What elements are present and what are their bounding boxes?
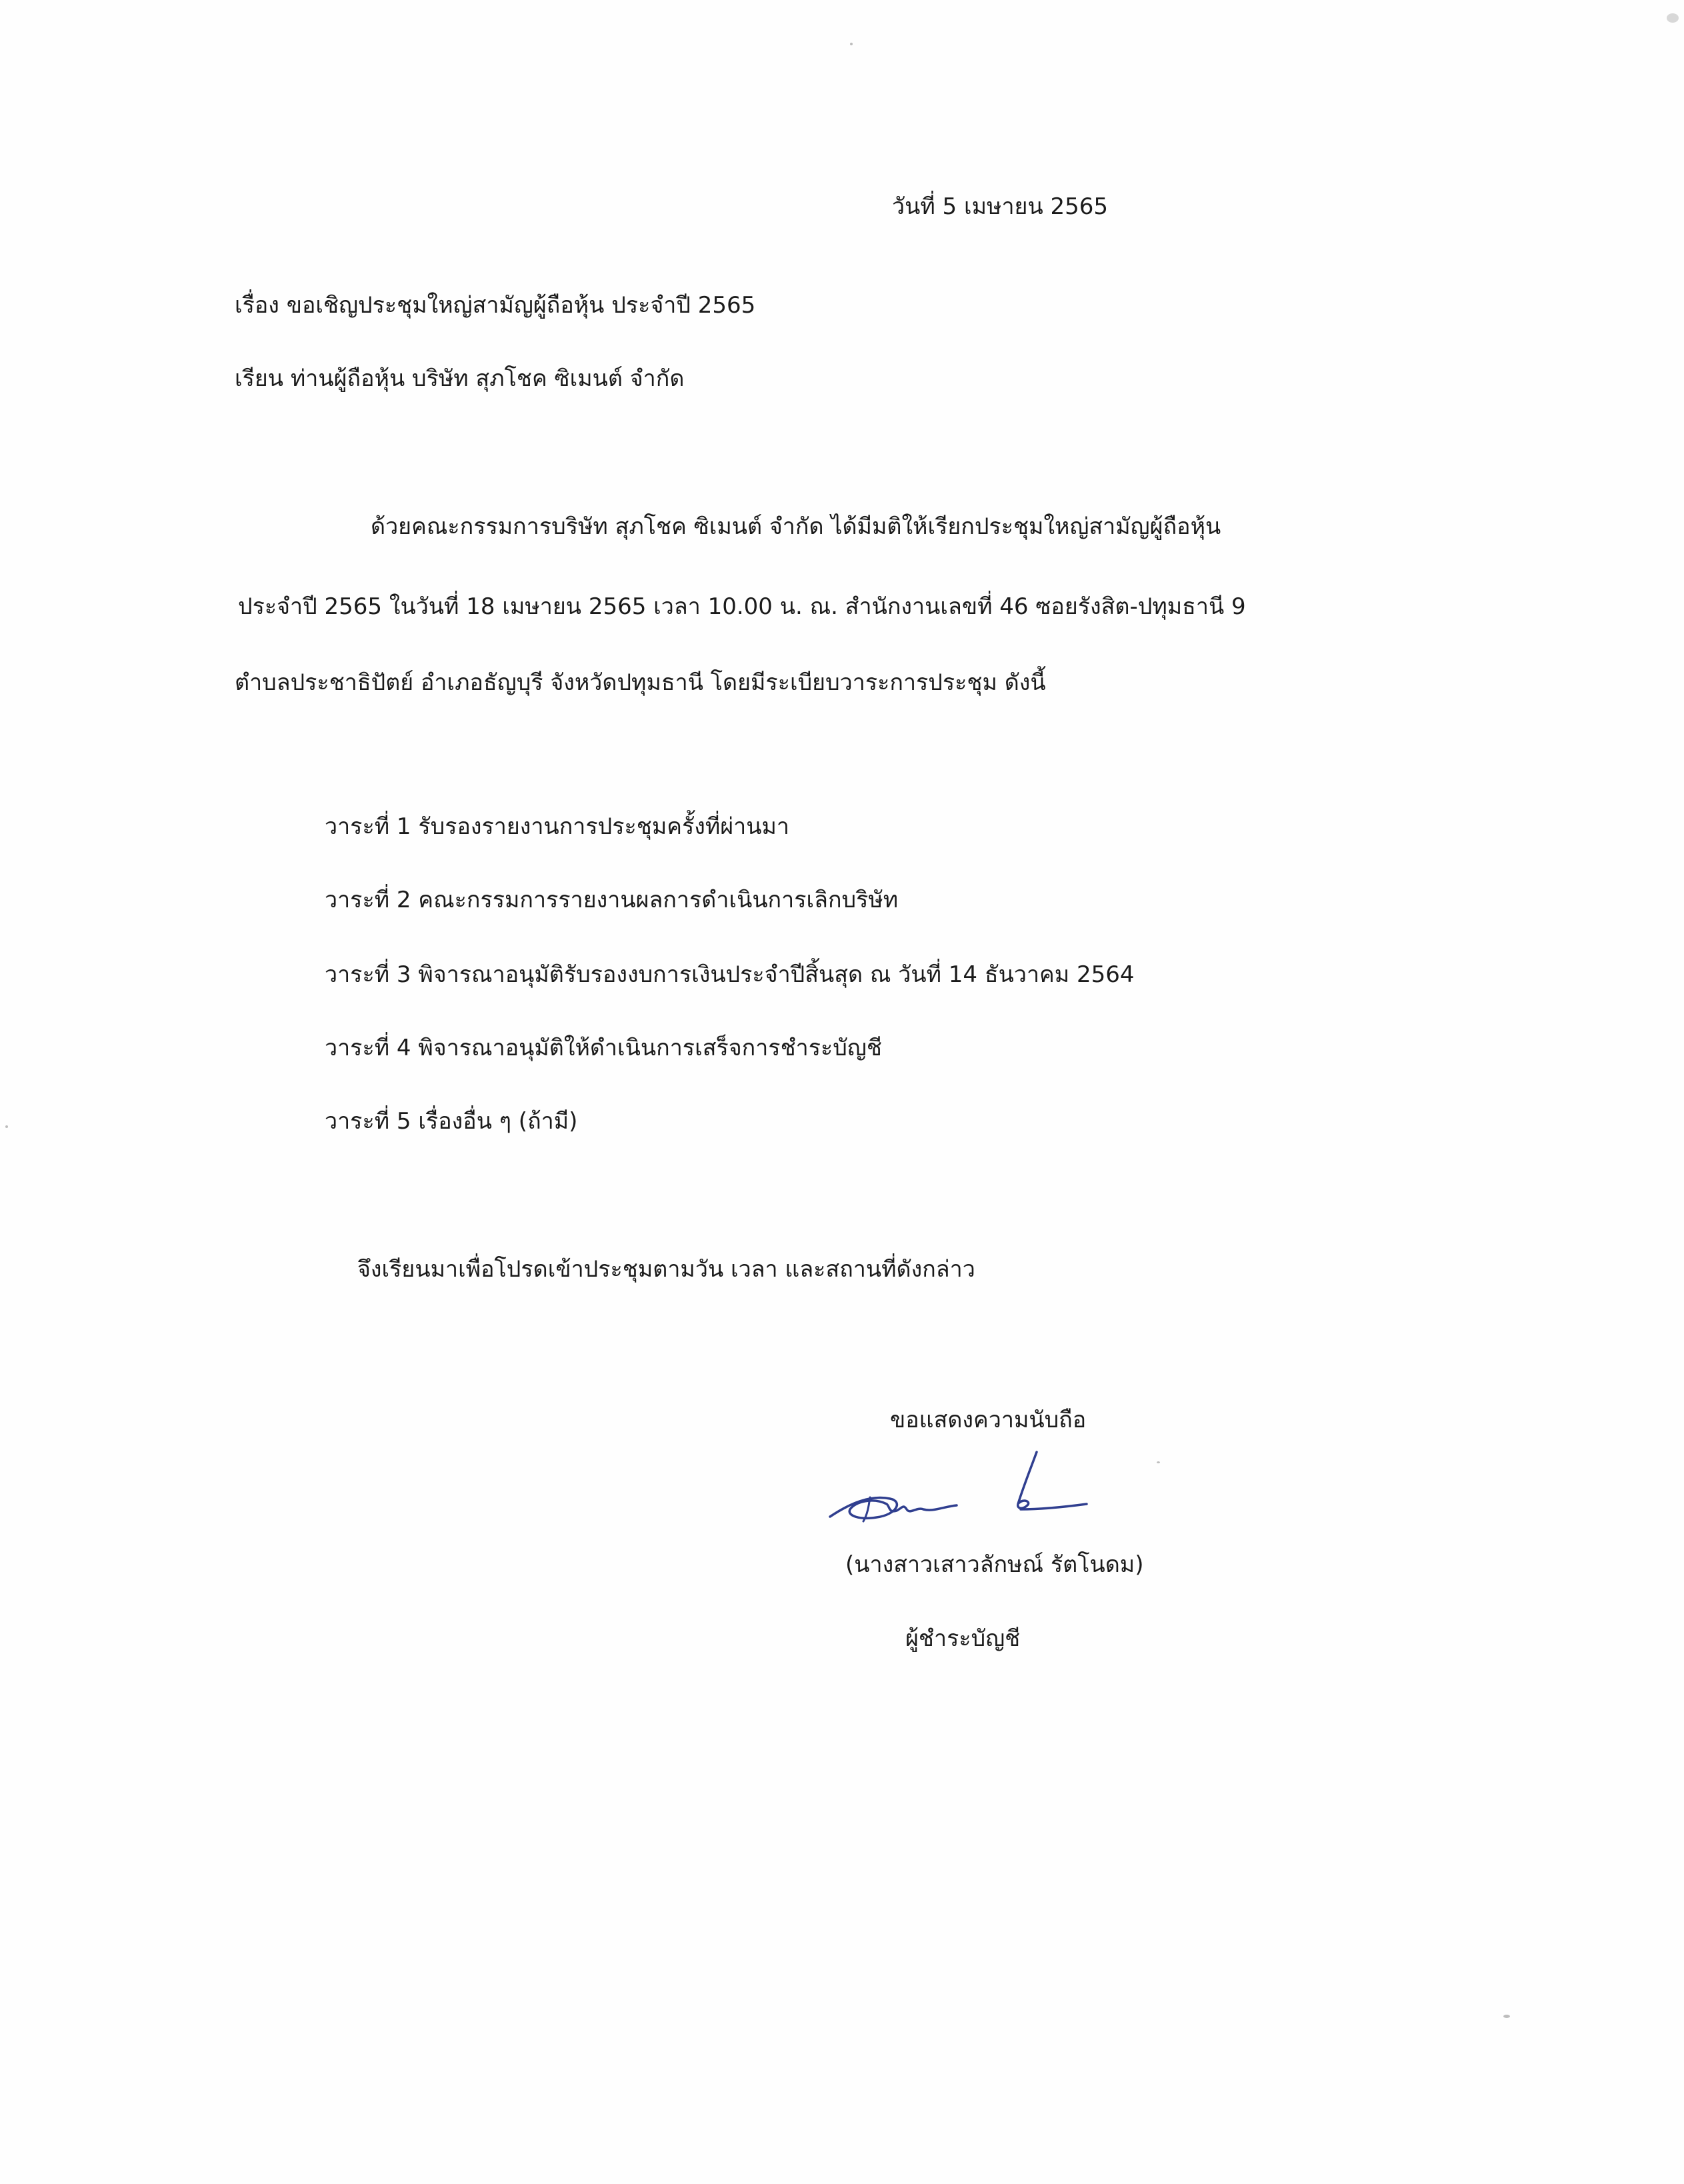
agenda-item-5: วาระที่ 5 เรื่องอื่น ๆ (ถ้ามี) [325, 1108, 578, 1135]
body-line-2: ประจำปี 2565 ในวันที่ 18 เมษายน 2565 เวลา 10.00 น. ณ. สำนักงานเลขที่ 46 ซอยรังสิต-ปทุมธานี 9 [238, 593, 1246, 620]
scan-speck [1667, 13, 1679, 23]
scan-speck [5, 1125, 8, 1128]
body-line-3: ตำบลประชาธิปัตย์ อำเภอธัญบุรี จังหวัดปทุมธานี โดยมีระเบียบวาระการประชุม ดังนี้ [235, 669, 1046, 696]
letter-recipient: เรียน ท่านผู้ถือหุ้น บริษัท สุภโชค ซิเมนต์ จำกัด [235, 365, 685, 392]
signature-image [823, 1440, 1090, 1533]
agenda-item-1: วาระที่ 1 รับรองรายงานการประชุมครั้งที่ผ่านมา [325, 813, 790, 840]
letter-date: วันที่ 5 เมษายน 2565 [892, 193, 1109, 220]
sign-off: ขอแสดงความนับถือ [890, 1407, 1087, 1433]
body-line-1: ด้วยคณะกรรมการบริษัท สุภโชค ซิเมนต์ จำกัด ได้มีมติให้เรียกประชุมใหญ่สามัญผู้ถือหุ้น [371, 513, 1221, 540]
scan-speck [850, 43, 853, 45]
letter-subject: เรื่อง ขอเชิญประชุมใหญ่สามัญผู้ถือหุ้น ประจำปี 2565 [235, 292, 756, 319]
agenda-item-3: วาระที่ 3 พิจารณาอนุมัติรับรองงบการเงินประจำปีสิ้นสุด ณ วันที่ 14 ธันวาคม 2564 [325, 961, 1135, 988]
signer-name: (นางสาวเสาวลักษณ์ รัตโนดม) [845, 1551, 1144, 1578]
signer-title: ผู้ชำระบัญชี [905, 1625, 1021, 1652]
agenda-item-2: วาระที่ 2 คณะกรรมการรายงานผลการดำเนินการเลิกบริษัท [325, 887, 899, 913]
scan-speck [1503, 2015, 1510, 2018]
closing-line: จึงเรียนมาเพื่อโปรดเข้าประชุมตามวัน เวลา และสถานที่ดังกล่าว [357, 1256, 975, 1283]
agenda-item-4: วาระที่ 4 พิจารณาอนุมัติให้ดำเนินการเสร็จการชำระบัญชี [325, 1035, 882, 1061]
scan-speck [1157, 1461, 1160, 1463]
